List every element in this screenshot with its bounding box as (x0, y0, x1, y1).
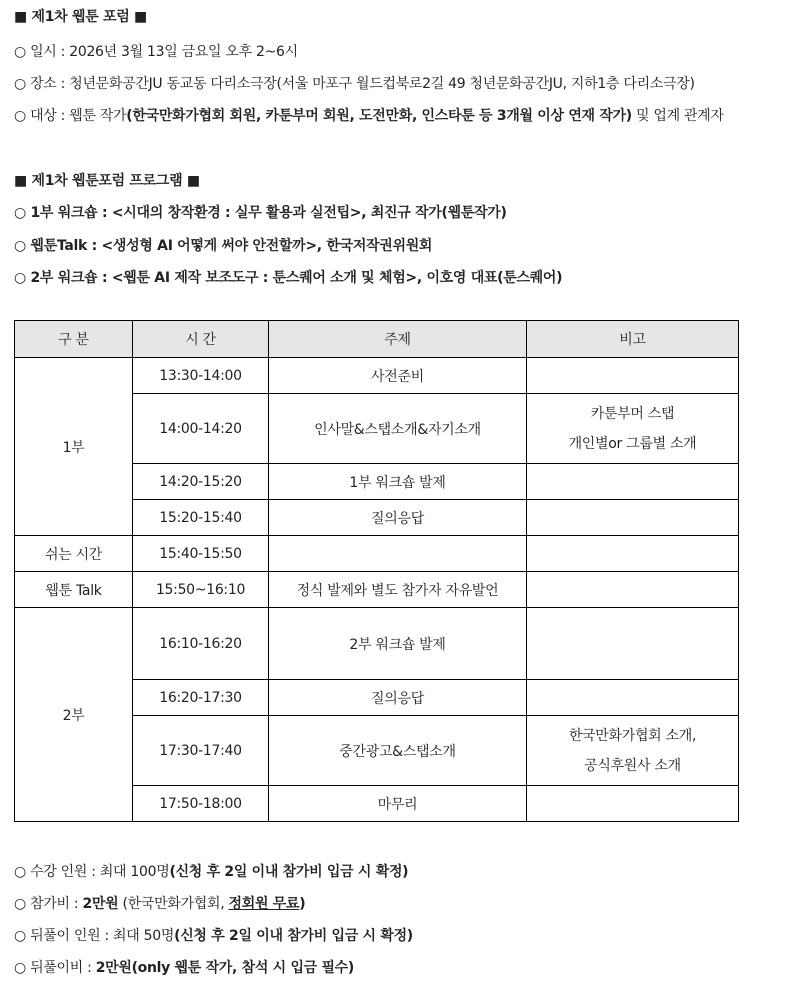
row-time: 15:50~16:10 (133, 572, 269, 608)
row-topic (269, 536, 527, 572)
row-topic: 2부 워크숍 발제 (269, 608, 527, 680)
schedule-header-row (15, 321, 739, 358)
row-note (527, 536, 739, 572)
schedule-table (14, 320, 739, 822)
fee-middle: (한국만화가협회, (118, 896, 229, 912)
row-topic: 질의응답 (269, 680, 527, 716)
table-row-talk (15, 572, 739, 608)
note-line: 공식후원사 소개 (584, 757, 681, 774)
row-time: 14:20-15:20 (133, 464, 269, 500)
note-line: 카툰부머 스탭 (590, 405, 675, 422)
row-time: 15:40-15:50 (133, 536, 269, 572)
fee-close: ) (299, 896, 306, 912)
party-prefix: ○ 뒤풀이 인원 : 최대 50명 (14, 928, 175, 944)
forum-date: ○ 일시 : 2026년 3월 13일 금요일 오후 2~6시 (14, 44, 298, 60)
note-line: 한국만화가협회 소개, (568, 727, 697, 744)
row-time: 15:20-15:40 (133, 500, 269, 536)
forum-target-prefix: ○ 대상 : 웹툰 작가 (14, 108, 127, 124)
program-item-workshop2: ○ 2부 워크숍 : <웹툰 AI 제작 보조도구 : 툰스퀘어 소개 및 체험>, 이호영 대표(툰스퀘어) (14, 270, 563, 286)
party-bold: (신청 후 2일 이내 참가비 입금 시 확정) (174, 928, 413, 944)
talk-label: 웹툰 Talk (15, 572, 133, 608)
fee-prefix: ○ 참가비 : (14, 896, 83, 912)
fee-bold: 2만원 (82, 896, 119, 912)
row-time: 16:10-16:20 (133, 608, 269, 680)
row-topic: 1부 워크숍 발제 (269, 464, 527, 500)
header-section: 구 분 (15, 321, 133, 358)
row-note (527, 464, 739, 500)
row-note (527, 500, 739, 536)
forum-target (14, 106, 724, 126)
program-item-talk: ○ 웹툰Talk : <생성형 AI 어떻게 써야 안전할까>, 한국저작권위원회 (14, 238, 433, 254)
row-note (527, 680, 739, 716)
row-topic: 마무리 (269, 786, 527, 822)
party-fee-prefix: ○ 뒤풀이비 : (14, 960, 96, 976)
table-row-break (15, 536, 739, 572)
row-note (527, 358, 739, 394)
row-note (527, 608, 739, 680)
forum-target-suffix: 및 업계 관계자 (631, 108, 724, 124)
party-fee-bold: 2만원(only 웹툰 작가, 참석 시 입금 필수) (95, 960, 355, 976)
registration-party (14, 926, 413, 946)
registration-fee (14, 894, 305, 914)
part2-label: 2부 (15, 608, 133, 822)
program-heading: ■ 제1차 웹툰포럼 프로그램 ■ (14, 173, 200, 189)
row-note (527, 716, 739, 786)
row-time: 17:30-17:40 (133, 716, 269, 786)
forum-venue: ○ 장소 : 청년문화공간JU 동교동 다리소극장(서울 마포구 월드컵북로2길 49 청년문화공간JU, 지하1층 다리소극장) (14, 76, 695, 92)
capacity-prefix: ○ 수강 인원 : 최대 100명 (14, 864, 170, 880)
forum-target-bold: (한국만화가협회 회원, 카툰부머 회원, 도전만화, 인스타툰 등 3개월 이상 연재 작가) (126, 108, 632, 124)
row-topic: 중간광고&스탭소개 (269, 716, 527, 786)
row-topic: 정식 발제와 별도 참가자 자유발언 (269, 572, 527, 608)
row-topic: 사전준비 (269, 358, 527, 394)
row-time: 16:20-17:30 (133, 680, 269, 716)
row-time: 13:30-14:00 (133, 358, 269, 394)
program-item-workshop1: ○ 1부 워크숍 : <시대의 창작환경 : 실무 활용과 실전팁>, 최진규 작가(웹툰작가) (14, 205, 507, 221)
registration-party-fee (14, 958, 354, 978)
note-line: 개인별or 그룹별 소개 (568, 435, 697, 452)
part1-label: 1부 (15, 358, 133, 536)
capacity-bold: (신청 후 2일 이내 참가비 입금 시 확정) (169, 864, 409, 880)
row-topic: 인사말&스탭소개&자기소개 (269, 394, 527, 464)
fee-underline: 정회원 무료 (228, 896, 300, 912)
table-row (15, 608, 739, 680)
header-time: 시 간 (133, 321, 269, 358)
row-note (527, 572, 739, 608)
row-note (527, 394, 739, 464)
row-time: 17:50-18:00 (133, 786, 269, 822)
row-topic: 질의응답 (269, 500, 527, 536)
row-time: 14:00-14:20 (133, 394, 269, 464)
row-note (527, 786, 739, 822)
forum-heading: ■ 제1차 웹툰 포럼 ■ (14, 9, 147, 25)
header-topic: 주제 (269, 321, 527, 358)
table-row (15, 358, 739, 394)
header-note: 비고 (527, 321, 739, 358)
break-label: 쉬는 시간 (15, 536, 133, 572)
registration-capacity (14, 862, 408, 882)
